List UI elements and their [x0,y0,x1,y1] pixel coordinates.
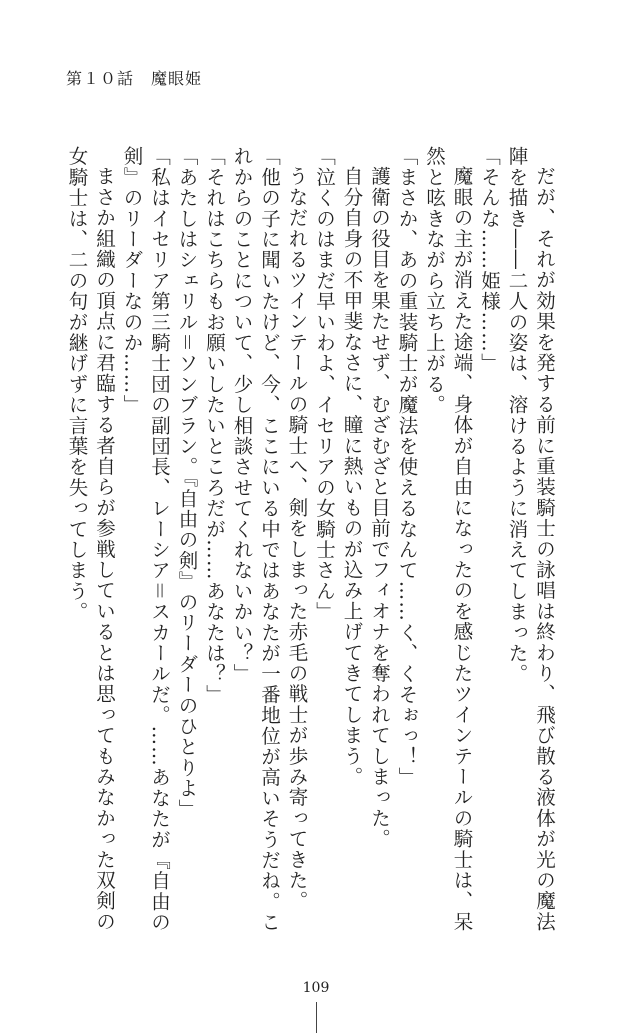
dialogue-line: 「そんな……姫様……」 [478,146,501,374]
dialogue-line: 「それはこちらもお願いしたいところだが……あなたは？」 [203,146,226,705]
paragraph: 魔眼の主が消えた途端、身体が自由になったのを感じたツインテールの騎士は、呆然と呟きながら立ち上がる。 [423,146,474,932]
page-rule [316,1002,317,1033]
paragraph: まさか組織の頂点に君臨する者自らが参戦しているとは思ってもみなかった双剣の女騎士は、二の句が継げずに言葉を失ってしまう。 [65,146,116,932]
paragraph: だが、それが効果を発する前に重装騎士の詠唱は終わり、飛び散る液体が光の魔法陣を描き――二人の姿は、溶けるように消えてしまった。 [505,146,556,932]
dialogue-line: 「泣くのはまだ早いわよ、イセリアの女騎士さん」 [313,146,336,623]
dialogue-line: 「私はイセリア第三騎士団の副団長、レーシア＝スカールだ。……あなたが『自由の剣』のリーダーなのか……」 [120,146,171,933]
dialogue-line: 「まさか、あの重装騎士が魔法を使えるなんて……く、くそぉっ！」 [395,146,419,788]
paragraph: 護衛の役目を果たせず、むざむざと目前でフィオナを奪われてしまった。 [368,165,391,849]
page-number: 109 [302,980,330,996]
dialogue-line: 「あたしはシェリル＝ソンブラン。『自由の剣』のリーダーのひとりよ」 [175,146,199,820]
dialogue-line: 「他の子に聞いたけど、今、ここにいる中ではあなたが一番地位が高いそうだね。これからのことについて、少し相談させてくれないかい？」 [230,146,281,933]
paragraph: うなだれるツインテールの騎士へ、剣をしまった赤毛の戦士が歩み寄ってきた。 [285,165,309,911]
chapter-title: 第１０話 魔眼姫 [66,69,203,88]
body-text [58,146,558,946]
paragraph: 自分自身の不甲斐なさに、瞳に熱いものが込み上げてきてしまう。 [340,165,364,787]
